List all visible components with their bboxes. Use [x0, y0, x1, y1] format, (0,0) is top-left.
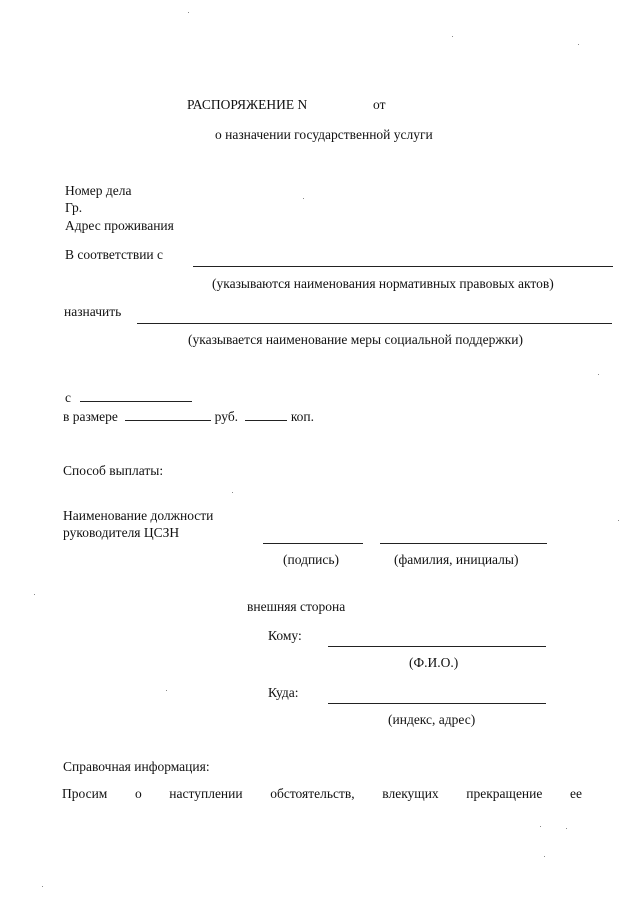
word: Просим	[62, 786, 108, 801]
scan-speck	[34, 594, 35, 595]
scan-speck	[232, 492, 233, 493]
position-title-line1: Наименование должности	[63, 508, 214, 523]
amount-row	[63, 409, 314, 424]
word: наступлении	[169, 786, 243, 801]
signature-hint: (подпись)	[283, 552, 340, 567]
recipient-line	[328, 646, 546, 647]
name-hint: (фамилия, инициалы)	[394, 552, 519, 567]
basis-hint: (указываются наименования нормативных правовых актов)	[212, 276, 554, 291]
word: влекущих	[382, 786, 439, 801]
scan-speck	[303, 198, 304, 199]
scan-speck	[618, 520, 619, 521]
destination-label: Куда:	[268, 685, 299, 700]
date-from-label: от	[373, 97, 386, 112]
word: ее	[569, 786, 582, 801]
document-subtitle: о назначении государственной услуги	[215, 127, 433, 142]
scan-speck	[452, 36, 453, 37]
rub-blank	[125, 409, 211, 421]
assign-label: назначить	[64, 304, 122, 319]
case-number-label: Номер дела	[65, 183, 132, 198]
word: о	[134, 786, 142, 801]
scan-speck	[540, 826, 541, 827]
word: прекращение	[466, 786, 543, 801]
reference-info-text	[62, 787, 582, 801]
basis-label: В соответствии с	[65, 247, 164, 262]
amount-label: в размере	[63, 409, 118, 424]
start-date-label: с	[65, 390, 71, 405]
recipient-hint: (Ф.И.О.)	[409, 655, 459, 670]
citizen-label: Гр.	[65, 200, 83, 215]
assign-line	[137, 323, 612, 324]
scan-speck	[598, 374, 599, 375]
document-title: РАСПОРЯЖЕНИЕ N	[187, 97, 308, 112]
name-line	[380, 543, 547, 544]
reference-info-label: Справочная информация:	[63, 759, 210, 774]
kop-label: коп.	[290, 409, 315, 424]
start-date-row	[65, 390, 192, 405]
kop-blank	[245, 409, 287, 421]
address-label: Адрес проживания	[65, 218, 174, 233]
signature-line	[263, 543, 363, 544]
position-title-line2: руководителя ЦСЗН	[63, 525, 180, 540]
recipient-label: Кому:	[268, 628, 302, 643]
assign-hint: (указывается наименование меры социальной поддержки)	[188, 332, 523, 347]
scan-speck	[544, 856, 545, 857]
word: обстоятельств,	[270, 786, 355, 801]
outer-side-title: внешняя сторона	[247, 599, 346, 614]
scan-speck	[578, 44, 579, 45]
scan-speck	[188, 12, 189, 13]
start-date-blank	[80, 390, 192, 402]
destination-hint: (индекс, адрес)	[388, 712, 476, 727]
payment-method-label: Способ выплаты:	[63, 463, 164, 478]
scan-speck	[566, 828, 567, 829]
destination-line	[328, 703, 546, 704]
rub-label: руб.	[214, 409, 239, 424]
scan-speck	[42, 886, 43, 887]
scan-speck	[166, 690, 167, 691]
basis-line	[193, 266, 613, 267]
